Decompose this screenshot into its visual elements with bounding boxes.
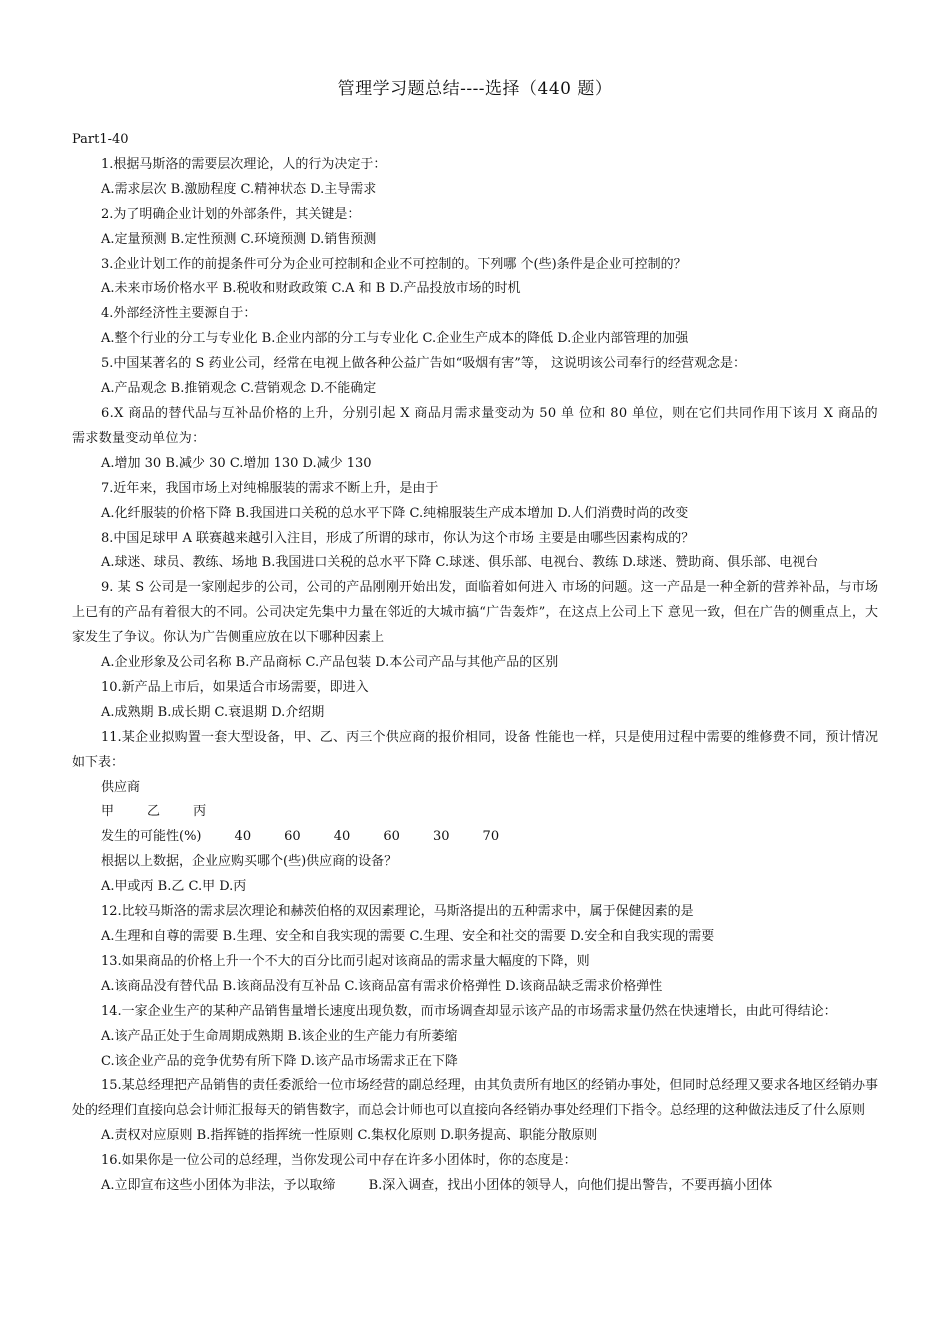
question-8-options: A.球迷、球员、教练、场地 B.我国进口关税的总水平下降 C.球迷、俱乐部、电视台、教练 D.球迷、赞助商、俱乐部、电视台 [101,555,819,571]
question-15-options: A.责权对应原则 B.指挥链的指挥统一性原则 C.集权化原则 D.职务提高、职能分散原则 [101,1128,598,1144]
question-5-options: A.产品观念 B.推销观念 C.营销观念 D.不能确定 [101,381,377,397]
question-4: 4.外部经济性主要源自于： [101,306,257,322]
question-16-options: A.立即宣布这些小团体为非法，予以取缔 B.深入调查，找出小团体的领导人，向他们提出警告，不要再搞小团体 [101,1178,773,1194]
question-1: 1.根据马斯洛的需要层次理论，人的行为决定于： [101,156,387,172]
question-9: 9. 某 S 公司是一家刚起步的公司，公司的产品刚刚开始出发，面临着如何进入 市场的问题。这一产品是一种全新的营养补品，与市场上已有的产品有着很大的不同。公司决定先集中力量在邻近的大城市搞“广告轰炸”，在这点上公司上下 意见一致，但在广告的侧重点上，大家发生了争议。你认为广告侧重应放在以下哪种因素上 [72,580,878,646]
document-body [72,128,878,1199]
question-10-options: A.成熟期 B.成长期 C.衰退期 D.介绍期 [101,704,325,720]
question-6: 6.X 商品的替代品与互补品价格的上升，分别引起 X 商品月需求量变动为 50 单 位和 80 单位，则在它们共同作用下该月 X 商品的需求数量变动单位为： [72,405,878,446]
question-11-ask: 根据以上数据，企业应购买哪个(些)供应商的设备？ [101,854,398,870]
question-5: 5.中国某著名的 S 药业公司，经常在电视上做各种公益广告如“吸烟有害”等， 这说明该公司奉行的经营观念是： [101,356,746,372]
q11-table-suppliers: 甲 乙 丙 [101,804,207,820]
part-heading: Part1-40 [72,132,129,147]
question-9-options: A.企业形象及公司名称 B.产品商标 C.产品包装 D.本公司产品与其他产品的区别 [101,655,559,671]
question-2-options: A.定量预测 B.定性预测 C.环境预测 D.销售预测 [101,231,377,247]
question-12: 12.比较马斯洛的需求层次理论和赫茨伯格的双因素理论，马斯洛提出的五种需求中，属于保健因素的是 [101,904,694,920]
question-13-options: A.该商品没有替代品 B.该商品没有互补品 C.该商品富有需求价格弹性 D.该商品缺乏需求价格弹性 [101,978,663,994]
question-3-options: A.未来市场价格水平 B.税收和财政政策 C.A 和 B D.产品投放市场的时机 [101,281,521,297]
question-1-options: A.需求层次 B.激励程度 C.精神状态 D.主导需求 [101,181,377,197]
question-2: 2.为了明确企业计划的外部条件，其关键是： [101,206,361,222]
question-8: 8.中国足球甲 A 联赛越来越引入注目，形成了所谓的球市，你认为这个市场 主要是由哪些因素构成的？ [101,530,695,546]
q11-table-header: 供应商 [101,779,141,795]
question-13: 13.如果商品的价格上升一个不大的百分比而引起对该商品的需求量大幅度的下降，则 [101,953,590,969]
question-14: 14.一家企业生产的某种产品销售量增长速度出现负数，而市场调查却显示该产品的市场需求量仍然在快速增长，由此可得结论： [101,1003,837,1019]
question-7-options: A.化纤服装的价格下降 B.我国进口关税的总水平下降 C.纯棉服装生产成本增加 D.人们消费时尚的改变 [101,505,689,521]
question-4-options: A.整个行业的分工与专业化 B.企业内部的分工与专业化 C.企业生产成本的降低 D.企业内部管理的加强 [101,331,689,347]
document-title: 管理学习题总结----选择（440 题） [337,79,613,99]
question-10: 10.新产品上市后，如果适合市场需要，即进入 [101,679,369,695]
question-6-options: A.增加 30 B.减少 30 C.增加 130 D.减少 130 [101,455,372,471]
question-11-options: A.甲或丙 B.乙 C.甲 D.丙 [101,879,247,895]
question-3: 3.企业计划工作的前提条件可分为企业可控制和企业不可控制的。下列哪 个(些)条件是企业可控制的？ [101,256,687,272]
q11-table-row: 发生的可能性(%) 40 60 40 60 30 70 [101,829,500,845]
question-14-options-b: C.该企业产品的竞争优势有所下降 D.该产品市场需求正在下降 [101,1053,458,1069]
question-16: 16.如果你是一位公司的总经理，当你发现公司中存在许多小团体时，你的态度是： [101,1153,577,1169]
question-12-options: A.生理和自尊的需要 B.生理、安全和自我实现的需要 C.生理、安全和社交的需要 D.安全和自我实现的需要 [101,929,715,944]
question-11: 11.某企业拟购置一套大型设备，甲、乙、丙三个供应商的报价相同，设备 性能也一样，只是使用过程中需要的维修费不同，预计情况如下表： [72,729,878,770]
question-15: 15.某总经理把产品销售的责任委派给一位市场经营的副总经理，由其负责所有地区的经销办事处，但同时总经理又要求各地区经销办事处的经理们直接向总会计师汇报每天的销售数字，而总会计师也可以直接向各经销办事处经理们下指令。总经理的这种做法违反了什么原则 [72,1078,878,1119]
question-7: 7.近年来，我国市场上对纯棉服装的需求不断上升，是由于 [101,480,439,496]
question-14-options-a: A.该产品正处于生命周期成熟期 B.该企业的生产能力有所萎缩 [101,1028,458,1044]
